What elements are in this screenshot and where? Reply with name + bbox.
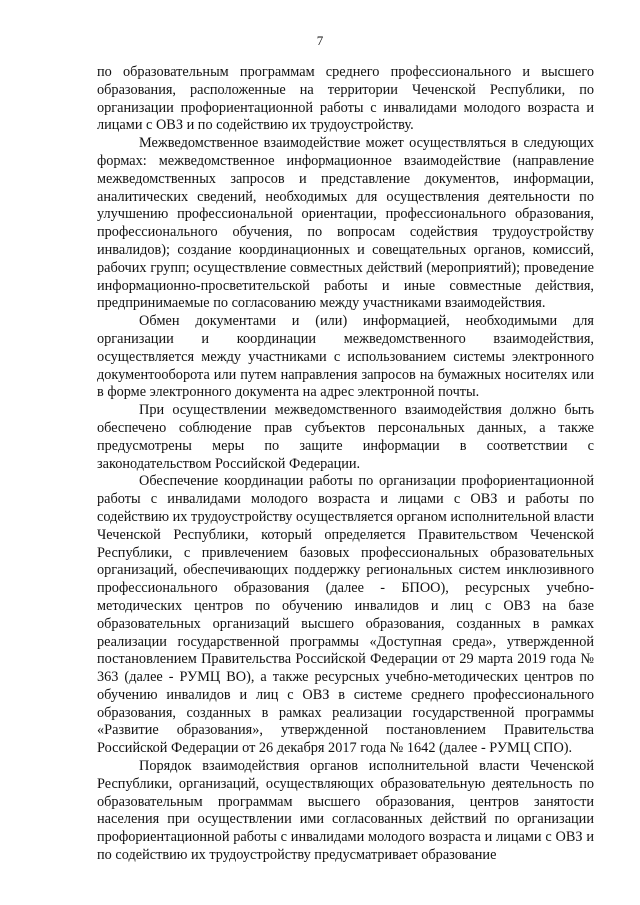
paragraph-interaction-order: Порядок взаимодействия органов исполнительной власти Чеченской Республики, организаций, осуществляющих образовательную деятельность по образовательным программам высшего образования, центров занятости населения при осуществлении ими согласованных действий по организации профориентационной работы с инвалидами молодого возраста и лицами с ОВЗ и по содействию их трудоустройству предусматривает образование bbox=[97, 758, 594, 864]
paragraph-document-exchange: Обмен документами и (или) информацией, необходимыми для организации и координации межведомственного взаимодействия, осуществляется между участниками с использованием системы электронного документооборота или путем направления запросов на бумажных носителях или в форме электронного документа на адрес электронной почты. bbox=[97, 313, 594, 401]
document-body bbox=[97, 64, 594, 865]
paragraph-interagency-forms: Межведомственное взаимодействие может осуществляться в следующих формах: межведомственное информационное взаимодействие (направление межведомственных запросов и представление документов, информации, аналитических сведений, необходимых для осуществления деятельности по улучшению профессиональной ориентации, профессионального образования, профессионального обучения, по вопросам содействия трудоустройству инвалидов); создание координационных и совещательных органов, комиссий, рабочих групп; осуществление совместных действий (мероприятий); проведение информационно-просветительской работы и иные совместные действия, предпринимаемые по согласованию между участниками взаимодействия. bbox=[97, 135, 594, 312]
paragraph-continuation: по образовательным программам среднего профессионального и высшего образования, расположенные на территории Чеченской Республики, по организации профориентационной работы с инвалидами молодого возраста и лицами с ОВЗ и по содействию их трудоустройству. bbox=[97, 64, 594, 134]
paragraph-personal-data: При осуществлении межведомственного взаимодействия должно быть обеспечено соблюдение прав субъектов персональных данных, а также предусмотрены меры по защите информации в соответствии с законодательством Российской Федерации. bbox=[97, 402, 594, 472]
page-number: 7 bbox=[316, 33, 324, 48]
paragraph-coordination: Обеспечение координации работы по организации профориентационной работы с инвалидами молодого возраста и лицами с ОВЗ и работы по содействию их трудоустройству осуществляется органом исполнительной власти Чеченской Республики, который определяется Правительством Чеченской Республики, с привлечением базовых профессиональных образовательных организаций, обеспечивающих поддержку региональных систем инклюзивного профессионального образования (далее - БПОО), ресурсных учебно-методических центров по обучению инвалидов и лиц с ОВЗ на базе образовательных организаций высшего образования, созданных в рамках реализации государственной программы «Доступная среда», утвержденной постановлением Правительства Российской Федерации от 29 марта 2019 года № 363 (далее - РУМЦ ВО), а также ресурсных учебно-методических центров по обучению инвалидов и лиц с ОВЗ в системе среднего профессионального образования, созданных в рамках реализации государственной программы «Развитие образования», утвержденной постановлением Правительства Российской Федерации от 26 декабря 2017 года № 1642 (далее - РУМЦ СПО). bbox=[97, 473, 594, 757]
